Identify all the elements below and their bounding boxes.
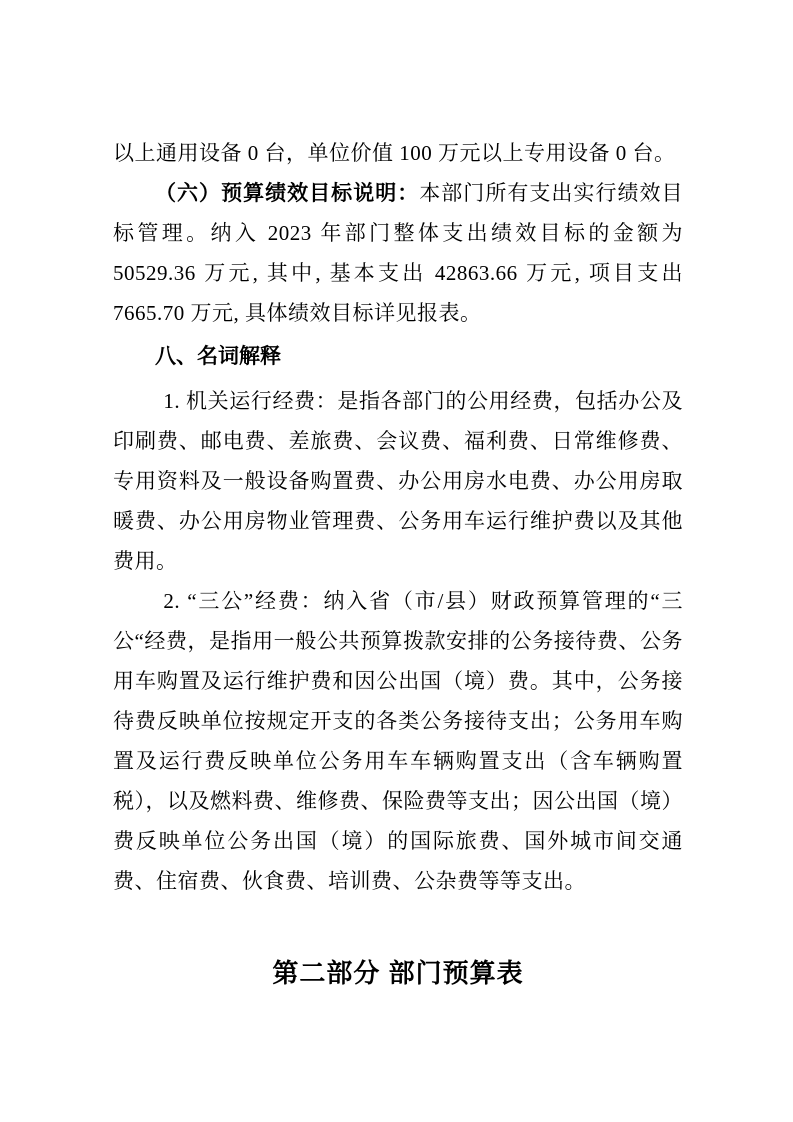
term-1-body: 是指各部门的公用经费，包括办公及印刷费、邮电费、差旅费、会议费、福利费、日常维修费、专用资料及一般设备购置费、办公用房水电费、办公用房取暖费、办公用房物业管理费、公务用车运行维护费以及其他费用。 [113, 389, 684, 573]
term-paragraph-operating-expenses [113, 381, 683, 581]
document-content [113, 133, 683, 990]
term-1-lead: 1. 机关运行经费： [163, 389, 338, 413]
term-2-body: 纳入省（市/县）财政预算管理的“三公“经费，是指用一般公共预算拨款安排的公务接待费、公务用车购置及运行维护费和因公出国（境）费。其中，公务接待费反映单位按规定开支的各类公务接待支出；公务用车购置及运行费反映单位公务用车车辆购置支出（含车辆购置税），以及燃料费、维修费、保险费等支出；因公出国（境）费反映单位公务出国（境）的国际旅费、国外城市间交通费、住宿费、伙食费、培训费、公杂费等等支出。 [113, 589, 683, 893]
budget-performance-body: 本部门所有支出实行绩效目标管理。纳入 2023 年部门整体支出绩效目标的金额为 50529.36 万元, 其中, 基本支出 42863.66 万元, 项目支出 7665.70 万元, 具体绩效目标详见报表。 [113, 181, 684, 325]
budget-performance-lead: （六）预算绩效目标说明： [155, 181, 420, 205]
continuation-paragraph: 以上通用设备 0 台，单位价值 100 万元以上专用设备 0 台。 [113, 141, 676, 165]
part-two-title: 第二部分 部门预算表 [272, 958, 524, 988]
term-paragraph-three-public-funds [113, 581, 683, 901]
section-heading-glossary: 八、名词解释 [155, 345, 281, 368]
budget-performance-paragraph [113, 173, 683, 333]
term-2-lead: 2. “三公”经费： [163, 589, 324, 613]
